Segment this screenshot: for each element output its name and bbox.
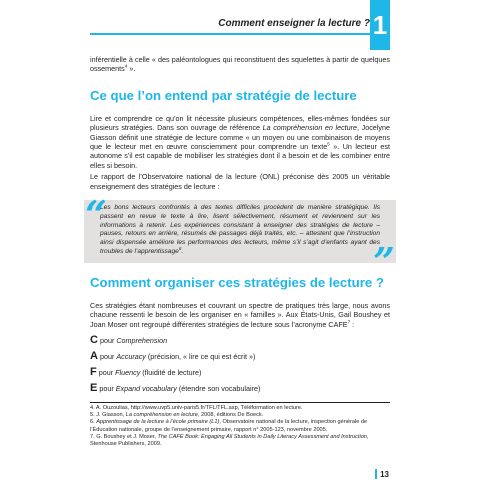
footnote-link[interactable]: 4. A. Ouzoulias, http://www.uvp5.univ-paris5.fr/TFL/TFL.asp, Téléformation en lecture.	[90, 405, 303, 412]
footnote-5	[90, 412, 390, 419]
page-number-text: 13	[380, 469, 389, 479]
cafe-letter: A	[90, 350, 98, 363]
footnote-title: The CAFE Book: Engaging All Students in Daily Literacy Assessment and Instruction	[157, 433, 367, 440]
page-number-bar	[375, 469, 377, 479]
strategy-paragraph-2: Le rapport de l’Observatoire national de la lecture (ONL) préconise dès 2005 un véritable enseignement des stratégies de lecture :	[90, 172, 390, 191]
text: pour	[97, 384, 116, 394]
chapter-number: 1	[372, 9, 388, 40]
cafe-list	[90, 335, 390, 394]
book-title: La compréhension en lecture	[262, 123, 358, 133]
text: 6.	[90, 419, 97, 426]
cafe-letter: C	[90, 334, 98, 347]
header-rule	[90, 33, 370, 35]
footnote-ref[interactable]: 5	[327, 141, 330, 147]
text: 5. J. Giasson,	[90, 412, 126, 419]
text: :	[350, 319, 355, 329]
text: , 2008, éditions De Boeck.	[197, 412, 264, 419]
cafe-term: Expand vocabulary	[115, 384, 177, 394]
page-content	[85, 55, 395, 448]
text: Ces stratégies étant nombreuses et couvrant un spectre de pratiques très large, nous avons chacune ressenti le besoin de les organiser en « familles ». Aux États-Unis, Gail Boushey et Joan Moser ont regroupé différentes stratégies de lecture sous l’acronyme CAFE	[90, 300, 390, 329]
quote-text: Les bons lecteurs confrontés à des textes difficiles procèdent de manière stratégique. Ils passent en revue le texte à lire, lisent sélectivement, résument et reviennent sur les informations à retenir. Les expériences consistant à enseigner des stratégies de lecture – pauses, retours en arrière, résumés de passages déjà traités, etc. – attestent que l’instruction ainsi dispensée améliore les performances des lecteurs, même s’il s’agit d’enfants ayant des troubles de l’apprentissage	[100, 204, 380, 256]
cafe-letter: E	[90, 382, 98, 395]
close-quote-mark: ”	[373, 238, 395, 284]
text: ». Un lecteur est autonome s’il est capable de mobiliser les stratégies dont il a besoin et de les combiner entre elles si besoin.	[90, 142, 390, 170]
text: .	[181, 248, 184, 256]
section-heading-strategy: Ce que l’on entend par stratégie de lecture	[90, 87, 357, 103]
footnote-6	[90, 419, 390, 433]
strategy-paragraph-1	[90, 114, 390, 170]
page-number	[375, 469, 389, 479]
intro-paragraph	[90, 55, 390, 74]
text: , Observatoire national de la lecture, inspection générale de l’Éducation nationale, groupe de l’enseignement primaire, rapport n° 2005-123, novembre 2005.	[90, 419, 368, 433]
footnote-ref[interactable]: 7	[347, 319, 351, 325]
text: pour	[97, 352, 117, 362]
cafe-item-f	[90, 367, 390, 378]
footnote-ref[interactable]: 6	[178, 245, 182, 251]
section-heading-organize: Comment organiser ces stratégies de lecture ?	[90, 274, 384, 290]
footnote-ref[interactable]: 4	[124, 64, 128, 70]
cafe-term: Accuracy	[116, 352, 146, 362]
cafe-item-a	[90, 351, 390, 362]
text: (étendre son vocabulaire)	[176, 384, 261, 394]
footnote-7	[90, 434, 390, 448]
footnote-title: Apprentissage de la lecture à l’école primaire (L1)	[96, 419, 220, 426]
cafe-term: Comprehension	[116, 336, 168, 346]
cafe-term: Fluency	[115, 368, 141, 378]
footnote-title: La compréhension en lecture	[125, 412, 198, 419]
cafe-letter: F	[90, 366, 97, 379]
text: pour	[97, 336, 117, 346]
chapter-tab	[370, 0, 390, 50]
text: (fluidité de lecture)	[140, 368, 202, 378]
intro-text: inférentielle à celle « des paléontologues qui reconstituent des squelettes à partir de quelques ossements	[90, 55, 390, 74]
text: , Jocelyne Giasson définit une stratégie de lecture comme « un moyen ou une combinaison de moyens que le lecteur met en œuvre consciemment pour comprendre un texte	[90, 123, 390, 152]
cafe-item-c	[90, 335, 390, 346]
text: 7. G. Boushey et J. Moser,	[90, 433, 158, 440]
text: pour	[96, 368, 116, 378]
intro-end: ».	[127, 64, 136, 74]
footnote-4	[90, 405, 390, 412]
text: , Stenhouse Publishers, 2009.	[90, 433, 369, 448]
open-quote-mark: “	[85, 192, 107, 238]
text: Lire et comprendre ce qu’on lit nécessite plusieurs compétences, elles-mêmes fondées sur plusieurs stratégies. Dans son ouvrage de référence	[90, 113, 390, 133]
running-header-title: Comment enseigner la lecture ?	[218, 18, 370, 29]
footnotes	[90, 402, 390, 448]
cafe-item-e	[90, 383, 390, 394]
organize-paragraph	[90, 301, 390, 329]
text: (précision, « lire ce qui est écrit »)	[145, 352, 256, 362]
